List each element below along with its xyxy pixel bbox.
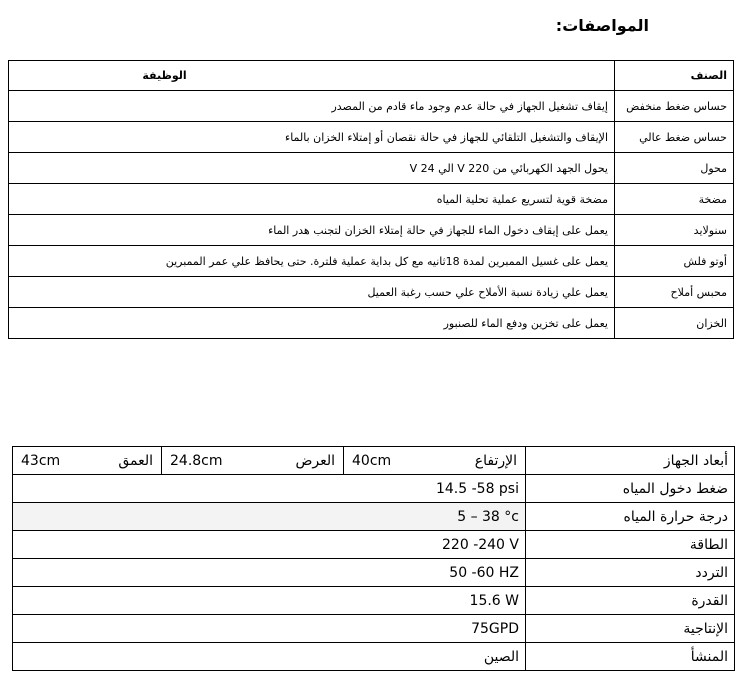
technical-specs-table (12, 446, 735, 671)
spec-label: ضغط دخول المياه (526, 475, 735, 503)
spec-value-text: 14.5 -58 psi (435, 480, 519, 497)
spec-value-text: 5 – 38 °c (457, 508, 519, 525)
table-row (13, 475, 735, 503)
spec-value-text: 15.6 W (469, 592, 519, 609)
depth-label: العمق (118, 452, 153, 469)
row-class: محول (615, 153, 734, 184)
spec-label: درجة حرارة المياه (526, 503, 735, 531)
table-header-row (9, 61, 734, 91)
table-row (9, 122, 734, 153)
spec-value (13, 587, 526, 615)
spec-label: القدرة (526, 587, 735, 615)
dimensions-row (13, 447, 735, 475)
depth-cell (13, 447, 161, 474)
spec-value (13, 643, 526, 671)
row-class: سنولايد (615, 215, 734, 246)
table-row (13, 559, 735, 587)
spec-value (13, 531, 526, 559)
dimensions-label: أبعاد الجهاز (526, 447, 735, 475)
row-class: حساس ضغط عالي (615, 122, 734, 153)
spec-value (13, 615, 526, 643)
table-row (9, 277, 734, 308)
row-function: يعمل على إيقاف دخول الماء للجهاز في حالة إمتلاء الخزان لتجنب هدر الماء (9, 215, 615, 246)
row-class: مضخة (615, 184, 734, 215)
row-function: الإيقاف والتشغيل التلقائي للجهاز في حالة نقصان أو إمتلاء الخزان بالماء (9, 122, 615, 153)
spec-value-text: 75GPD (471, 620, 519, 637)
spec-value (13, 475, 526, 503)
table-row (9, 215, 734, 246)
table-row (13, 587, 735, 615)
spec-label: المنشأ (526, 643, 735, 671)
row-class: الخزان (615, 308, 734, 339)
table-row (9, 91, 734, 122)
spec-value (13, 503, 526, 531)
spec-value-text: 50 -60 HZ (449, 564, 519, 581)
spec-value-text: 220 -240 V (442, 536, 519, 553)
height-label: الإرتفاع (474, 452, 517, 469)
row-class: أوتو فلش (615, 246, 734, 277)
width-value: 24.8cm (170, 452, 223, 469)
height-cell (343, 447, 525, 474)
table-row (13, 503, 735, 531)
table-row (13, 643, 735, 671)
specs-heading: المواصفات: (555, 16, 649, 35)
row-function: مضخة قوية لتسريع عملية تحلية المياه (9, 184, 615, 215)
row-class: محبس أملاح (615, 277, 734, 308)
spec-value-text: الصين (483, 648, 519, 665)
table-row (9, 308, 734, 339)
width-label: العرض (295, 452, 335, 469)
spec-value (13, 559, 526, 587)
spec-label: التردد (526, 559, 735, 587)
spec-label: الإنتاجية (526, 615, 735, 643)
row-function: يعمل على تخزين ودفع الماء للصنبور (9, 308, 615, 339)
dimensions-values (13, 447, 526, 475)
depth-value: 43cm (21, 452, 61, 469)
table-row (9, 153, 734, 184)
row-function: يعمل على غسيل الممبرين لمدة 18ثانيه مع كل بداية عملية فلترة. حتى يحافظ علي عمر الممبرين (9, 246, 615, 277)
row-function: يحول الجهد الكهربائي من V 220 الي V 24 (9, 153, 615, 184)
row-class: حساس ضغط منخفض (615, 91, 734, 122)
header-class: الصنف (615, 61, 734, 91)
table-row (13, 615, 735, 643)
height-value: 40cm (352, 452, 392, 469)
row-function: يعمل علي زيادة نسبة الأملاح علي حسب رغبة العميل (9, 277, 615, 308)
spec-label: الطاقة (526, 531, 735, 559)
table-row (13, 531, 735, 559)
table-row (9, 246, 734, 277)
row-function: إيقاف تشغيل الجهاز في حالة عدم وجود ماء قادم من المصدر (9, 91, 615, 122)
table-row (9, 184, 734, 215)
width-cell (161, 447, 343, 474)
components-table (8, 60, 734, 339)
header-function: الوظيفة (9, 61, 615, 91)
